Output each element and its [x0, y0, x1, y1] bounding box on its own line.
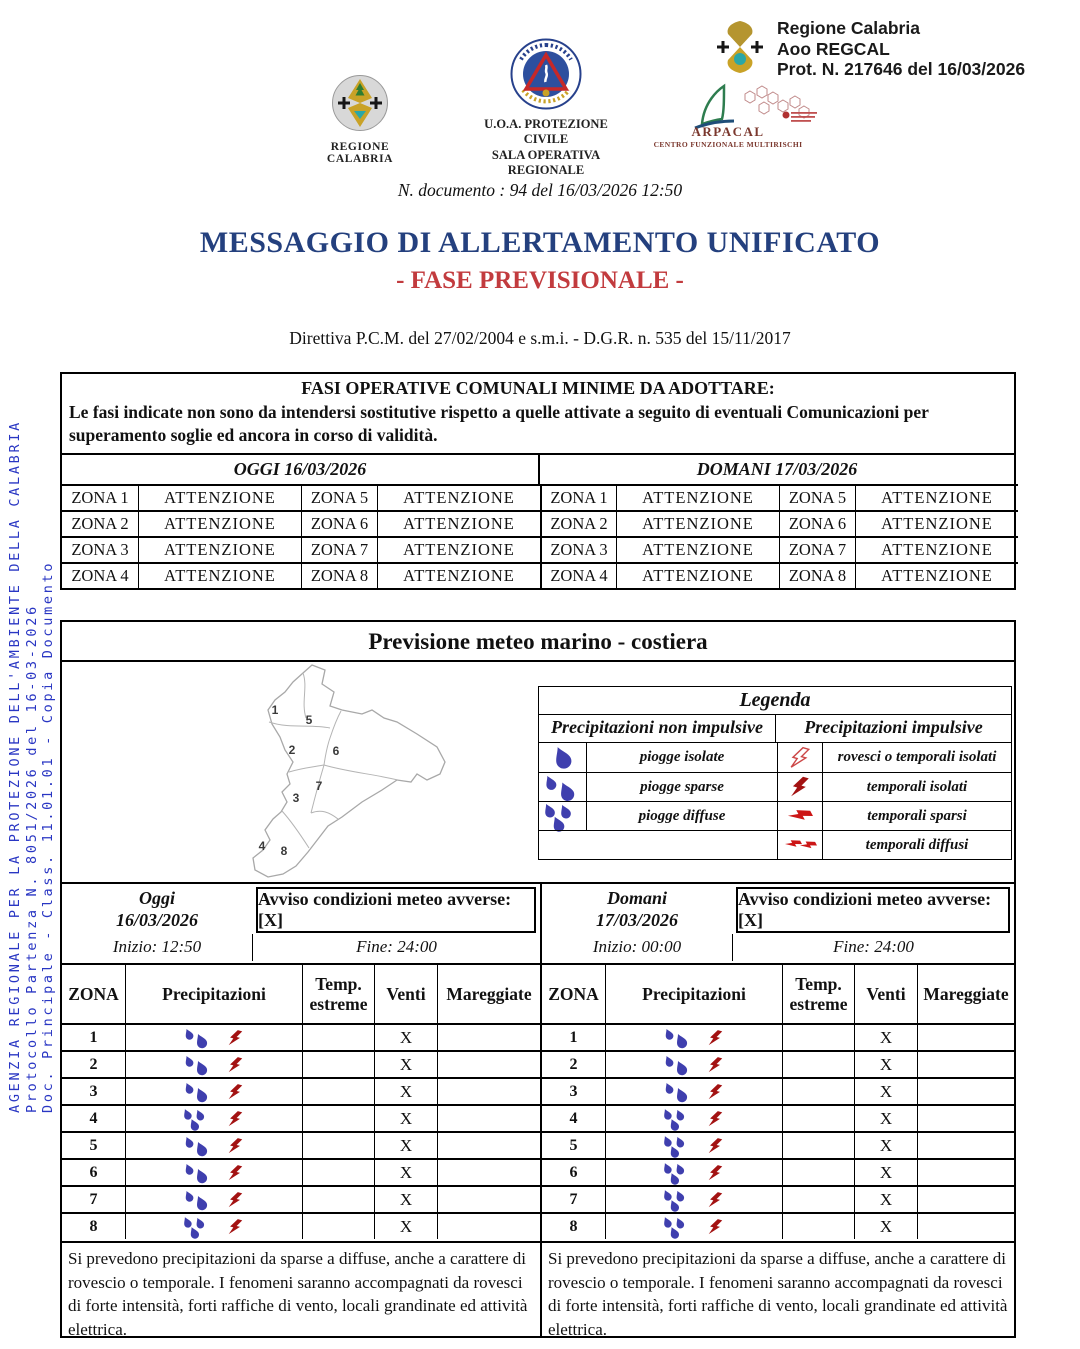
page-title: MESSAGGIO DI ALLERTAMENTO UNIFICATO [199, 226, 881, 259]
marine-forecast-section [60, 620, 1016, 1338]
storm-filled-icon [227, 1190, 244, 1210]
legend-label: temporali sparsi [822, 801, 1011, 830]
weather-column-header: ZONA [68, 984, 119, 1004]
fasi-zone-cell: ZONA 6 [779, 510, 855, 536]
directive-line: Direttiva P.C.M. del 27/02/2004 e s.m.i. - D.G.R. n. 535 del 15/11/2017 [289, 328, 791, 348]
storm-filled-icon [707, 1109, 724, 1129]
weather-cell-venti: X [374, 1212, 437, 1239]
weather-cell-mareggiate [437, 1212, 540, 1239]
rain-2-icon [185, 1053, 212, 1076]
legend-label: temporali diffusi [822, 830, 1011, 859]
legend-label: piogge diffuse [586, 801, 777, 830]
storm-filled-icon [227, 1055, 244, 1075]
fasi-day-header-domani: DOMANI 17/03/2026 [538, 455, 1014, 484]
fasi-zone-cell: ZONA 6 [301, 510, 377, 536]
weather-cell-temp [302, 1131, 374, 1158]
fasi-zone-cell: ZONA 7 [301, 536, 377, 562]
weather-cell-zona: 2 [62, 1050, 125, 1077]
weather-cell-mareggiate [437, 1104, 540, 1131]
weather-cell-temp [302, 1050, 374, 1077]
weather-cell-temp [782, 1158, 854, 1185]
rain-3-icon [664, 1133, 692, 1158]
map-zone-5-label: 5 [305, 713, 313, 727]
fasi-zone-cell: ZONA 7 [779, 536, 855, 562]
weather-cell-precipitazioni [605, 1023, 782, 1050]
weather-table-domani [542, 963, 1014, 1239]
stamp-line-regione: Regione Calabria [777, 18, 920, 38]
legend-icon-cell [539, 801, 586, 830]
fasi-zone-cell: ZONA 3 [62, 536, 138, 562]
page-subtitle: - FASE PREVISIONALE - [396, 267, 684, 294]
regione-calabria-icon [331, 74, 389, 132]
fasi-phase-cell: ATTENZIONE [377, 562, 540, 588]
weather-cell-venti: X [854, 1185, 917, 1212]
fasi-zone-cell: ZONA 1 [62, 484, 138, 510]
weather-cell-temp [782, 1185, 854, 1212]
weather-cell-venti: X [374, 1185, 437, 1212]
weather-cell-venti: X [854, 1212, 917, 1239]
rain-2-icon [185, 1080, 212, 1103]
legend-col-non-impulsive: Precipitazioni non impulsive [550, 717, 764, 737]
fasi-zone-cell: ZONA 2 [540, 510, 616, 536]
legend-empty-cell [539, 830, 777, 859]
fasi-phase-cell: ATTENZIONE [855, 510, 1018, 536]
weather-cell-zona: 2 [542, 1050, 605, 1077]
fasi-zone-cell: ZONA 4 [540, 562, 616, 588]
fasi-zone-cell: ZONA 5 [301, 484, 377, 510]
weather-cell-temp [782, 1050, 854, 1077]
panel-domani-fine: Fine: 24:00 [732, 934, 1014, 961]
weather-cell-zona: 7 [62, 1185, 125, 1212]
weather-cell-zona: 6 [542, 1158, 605, 1185]
weather-cell-zona: 1 [62, 1023, 125, 1050]
weather-cell-precipitazioni [125, 1212, 302, 1239]
weather-cell-zona: 8 [542, 1212, 605, 1239]
legend-title: Legenda [539, 687, 1011, 715]
panel-oggi [62, 884, 540, 1339]
weather-cell-temp [302, 1023, 374, 1050]
fasi-zone-cell: ZONA 4 [62, 562, 138, 588]
panel-oggi-inizio: Inizio: 12:50 [112, 937, 202, 956]
weather-cell-mareggiate [917, 1158, 1014, 1185]
fasi-note: Le fasi indicate non sono da intendersi sostitutive rispetto a quelle attivate a seguito di eventuali Comunicazioni per superamento soglie ed ancora in corso di validità. [69, 402, 929, 445]
weather-cell-temp [782, 1131, 854, 1158]
weather-cell-mareggiate [917, 1023, 1014, 1050]
legend-icon-cell [539, 743, 586, 772]
rain-2-icon [665, 1026, 692, 1049]
document-number: N. documento : 94 del 16/03/2026 12:50 [397, 180, 683, 200]
weather-column-header: Venti [374, 965, 437, 1023]
weather-cell-zona: 3 [62, 1077, 125, 1104]
weather-column-header: Venti [854, 965, 917, 1023]
weather-cell-mareggiate [437, 1158, 540, 1185]
fasi-phase-cell: ATTENZIONE [377, 484, 540, 510]
panel-oggi-date [62, 884, 252, 936]
storm-filled-icon [227, 1217, 244, 1237]
storm-filled-icon [707, 1217, 724, 1237]
weather-column-header: Mareggiate [917, 965, 1014, 1023]
panel-oggi-fine: Fine: 24:00 [252, 934, 540, 961]
weather-cell-temp [302, 1077, 374, 1104]
weather-cell-zona: 5 [62, 1131, 125, 1158]
map-zone-7-label: 7 [315, 779, 323, 793]
map-zone-1-label: 1 [271, 703, 279, 717]
fasi-phase-cell: ATTENZIONE [616, 562, 779, 588]
legend-label: rovesci o temporali isolati [822, 743, 1011, 772]
weather-cell-mareggiate [437, 1077, 540, 1104]
panel-domani [540, 884, 1014, 1339]
weather-cell-mareggiate [917, 1185, 1014, 1212]
storm-bolt-icon [785, 805, 815, 827]
fasi-phase-cell: ATTENZIONE [616, 510, 779, 536]
fasi-phase-cell: ATTENZIONE [855, 484, 1018, 510]
logo-regione-calabria [296, 74, 424, 165]
protocol-sidebar [7, 353, 57, 1113]
legend-icon-cell [777, 830, 822, 859]
weather-cell-temp [302, 1104, 374, 1131]
fasi-phase-cell: ATTENZIONE [855, 562, 1018, 588]
weather-cell-venti: X [854, 1131, 917, 1158]
weather-cell-temp [302, 1185, 374, 1212]
weather-cell-temp [782, 1023, 854, 1050]
panel-oggi-avviso: Avviso condizioni meteo avverse: [X] [256, 887, 536, 933]
weather-cell-mareggiate [437, 1185, 540, 1212]
legend-label: piogge sparse [586, 772, 777, 801]
weather-cell-precipitazioni [605, 1104, 782, 1131]
weather-cell-temp [782, 1212, 854, 1239]
fasi-zone-cell: ZONA 1 [540, 484, 616, 510]
weather-cell-mareggiate [917, 1077, 1014, 1104]
weather-cell-precipitazioni [605, 1131, 782, 1158]
fasi-phase-cell: ATTENZIONE [377, 536, 540, 562]
fasi-zone-cell: ZONA 2 [62, 510, 138, 536]
weather-cell-venti: X [854, 1023, 917, 1050]
storm-filled-icon [227, 1082, 244, 1102]
weather-cell-zona: 7 [542, 1185, 605, 1212]
fasi-phase-cell: ATTENZIONE [855, 536, 1018, 562]
stamp-line-prot: Prot. N. 217646 del 16/03/2026 [777, 59, 1026, 79]
fasi-phase-cell: ATTENZIONE [138, 536, 301, 562]
weather-cell-zona: 6 [62, 1158, 125, 1185]
storm-filled-icon [707, 1055, 724, 1075]
fasi-phase-cell: ATTENZIONE [138, 484, 301, 510]
weather-column-header: Temp. estreme [782, 965, 854, 1023]
storm-double-icon [783, 836, 817, 854]
logo-arpacal [648, 82, 823, 149]
protezione-civile-icon [510, 38, 582, 110]
weather-cell-venti: X [374, 1050, 437, 1077]
rain-3-icon [664, 1106, 692, 1131]
map-zone-2-label: 2 [288, 743, 296, 757]
fasi-zone-cell: ZONA 5 [779, 484, 855, 510]
storm-filled-icon [707, 1190, 724, 1210]
fasi-phase-cell: ATTENZIONE [377, 510, 540, 536]
molecule-cluster-icon [740, 82, 820, 130]
panel-domani-avviso: Avviso condizioni meteo avverse: [X] [736, 887, 1010, 933]
storm-filled-icon [227, 1028, 244, 1048]
panel-domani-day-label: Domani [606, 888, 667, 908]
weather-cell-mareggiate [437, 1050, 540, 1077]
summary-domani: Si prevedono precipitazioni da sparse a diffuse, anche a carattere di rovescio o temporale. I fenomeni saranno accompagnati da rovesci di forte intensità, forti raffiche di vento, locali grandinate ed attività elettrica. [542, 1241, 1014, 1336]
weather-cell-zona: 8 [62, 1212, 125, 1239]
panel-domani-inizio: Inizio: 00:00 [592, 937, 682, 956]
rain-3-icon [664, 1160, 692, 1185]
legend-table [538, 686, 1012, 860]
weather-cell-venti: X [854, 1158, 917, 1185]
fasi-operative-table [60, 372, 1016, 590]
fasi-phase-cell: ATTENZIONE [138, 562, 301, 588]
panel-domani-date-value: 17/03/2026 [595, 910, 678, 930]
fasi-zone-cell: ZONA 8 [301, 562, 377, 588]
storm-filled-icon [707, 1163, 724, 1183]
weather-cell-temp [302, 1212, 374, 1239]
weather-cell-precipitazioni [125, 1158, 302, 1185]
storm-filled-icon [707, 1136, 724, 1156]
weather-cell-precipitazioni [125, 1131, 302, 1158]
weather-cell-venti: X [374, 1131, 437, 1158]
rain-2-icon [665, 1053, 692, 1076]
rain-2-icon [185, 1134, 212, 1157]
weather-cell-mareggiate [437, 1131, 540, 1158]
logo-protezione-civile [472, 38, 620, 177]
sidebar-line-class: Doc. Principale - Class. 11.01.01 - Copia Documento [40, 560, 56, 1113]
fasi-title: FASI OPERATIVE COMUNALI MINIME DA ADOTTARE: [301, 378, 775, 398]
weather-cell-venti: X [854, 1077, 917, 1104]
legend-label: piogge isolate [586, 743, 777, 772]
rain-2-icon [185, 1161, 212, 1184]
weather-cell-mareggiate [917, 1212, 1014, 1239]
map-zone-3-label: 3 [292, 791, 300, 805]
rain-2-icon [546, 772, 580, 802]
weather-cell-mareggiate [437, 1023, 540, 1050]
weather-cell-zona: 4 [542, 1104, 605, 1131]
weather-cell-zona: 1 [542, 1023, 605, 1050]
fasi-phase-cell: ATTENZIONE [138, 510, 301, 536]
logo-arpacal-caption-1: ARPACAL [691, 124, 765, 139]
map-zone-6-label: 6 [332, 744, 340, 758]
storm-outlined-icon [789, 745, 811, 771]
weather-cell-temp [782, 1077, 854, 1104]
weather-cell-precipitazioni [605, 1050, 782, 1077]
weather-cell-precipitazioni [125, 1023, 302, 1050]
legend-icon-cell [777, 772, 822, 801]
weather-cell-zona: 4 [62, 1104, 125, 1131]
sidebar-line-protocol: Protocollo Partenza N. 8051/2026 del 16-03-2026 [23, 604, 40, 1113]
rain-2-icon [185, 1188, 212, 1211]
weather-cell-precipitazioni [125, 1077, 302, 1104]
weather-cell-precipitazioni [125, 1185, 302, 1212]
legend-icon-cell [539, 772, 586, 801]
logo-regione-caption: REGIONE CALABRIA [326, 141, 394, 165]
rain-3-icon [184, 1106, 212, 1131]
weather-cell-precipitazioni [605, 1185, 782, 1212]
weather-cell-mareggiate [917, 1104, 1014, 1131]
weather-table-oggi [62, 963, 540, 1239]
calabria-zones-map [212, 662, 474, 884]
weather-cell-venti: X [854, 1050, 917, 1077]
fasi-zone-cell: ZONA 3 [540, 536, 616, 562]
rain-2-icon [665, 1080, 692, 1103]
panel-oggi-day-label: Oggi [139, 888, 175, 908]
panel-oggi-date-value: 16/03/2026 [115, 910, 198, 930]
weather-cell-mareggiate [917, 1131, 1014, 1158]
rain-1-icon [550, 744, 576, 772]
stamp-line-aoo: Aoo REGCAL [777, 38, 890, 59]
weather-cell-temp [302, 1158, 374, 1185]
rain-3-icon [184, 1214, 212, 1239]
storm-filled-icon [789, 774, 811, 800]
weather-column-header: Precipitazioni [605, 965, 782, 1023]
fasi-zone-cell: ZONA 8 [779, 562, 855, 588]
storm-filled-icon [227, 1163, 244, 1183]
legend-icon-cell [777, 801, 822, 830]
weather-column-header: Precipitazioni [125, 965, 302, 1023]
weather-column-header: Temp. estreme [302, 965, 374, 1023]
calabria-arms-icon [716, 18, 764, 76]
fasi-phase-cell: ATTENZIONE [616, 484, 779, 510]
weather-cell-temp [782, 1104, 854, 1131]
storm-filled-icon [707, 1028, 724, 1048]
weather-cell-precipitazioni [605, 1077, 782, 1104]
fasi-phase-cell: ATTENZIONE [616, 536, 779, 562]
logo-arpacal-caption-2: CENTRO FUNZIONALE MULTIRISCHI [653, 140, 803, 149]
map-zone-4-label: 4 [258, 839, 266, 853]
rain-2-icon [185, 1026, 212, 1049]
weather-cell-precipitazioni [605, 1158, 782, 1185]
fasi-day-header-oggi: OGGI 16/03/2026 [233, 459, 367, 479]
weather-cell-venti: X [374, 1077, 437, 1104]
storm-filled-icon [227, 1136, 244, 1156]
weather-column-header: ZONA [548, 984, 599, 1004]
rain-3-icon [545, 800, 581, 832]
weather-cell-zona: 3 [542, 1077, 605, 1104]
rain-3-icon [664, 1214, 692, 1239]
weather-cell-venti: X [374, 1104, 437, 1131]
summary-oggi: Si prevedono precipitazioni da sparse a diffuse, anche a carattere di rovescio o temporale. I fenomeni saranno accompagnati da rovesci di forte intensità, forti raffiche di vento, locali grandinate ed attività elettrica. [62, 1241, 540, 1336]
weather-column-header: Mareggiate [437, 965, 540, 1023]
fasi-grid [62, 484, 1014, 588]
logo-pc-caption-2: SALA OPERATIVA REGIONALE [491, 148, 601, 177]
weather-cell-venti: X [854, 1104, 917, 1131]
weather-cell-zona: 5 [542, 1131, 605, 1158]
weather-cell-mareggiate [917, 1050, 1014, 1077]
marine-title: Previsione meteo marino - costiera [62, 622, 1014, 662]
storm-filled-icon [227, 1109, 244, 1129]
legend-label: temporali isolati [822, 772, 1011, 801]
rain-3-icon [664, 1187, 692, 1212]
weather-cell-venti: X [374, 1023, 437, 1050]
weather-cell-precipitazioni [125, 1104, 302, 1131]
weather-cell-precipitazioni [605, 1212, 782, 1239]
weather-cell-precipitazioni [125, 1050, 302, 1077]
storm-filled-icon [707, 1082, 724, 1102]
legend-icon-cell [777, 743, 822, 772]
weather-cell-venti: X [374, 1158, 437, 1185]
panel-domani-date [542, 884, 732, 936]
sidebar-line-agency: AGENZIA REGIONALE PER LA PROTEZIONE DELL'AMBIENTE DELLA CALABRIA [7, 420, 23, 1113]
legend-rows [539, 743, 1011, 859]
legend-col-impulsive: Precipitazioni impulsive [775, 715, 1011, 742]
protocol-stamp [716, 18, 1025, 80]
logo-pc-caption-1: U.O.A. PROTEZIONE CIVILE [484, 117, 608, 146]
map-zone-8-label: 8 [280, 844, 288, 858]
